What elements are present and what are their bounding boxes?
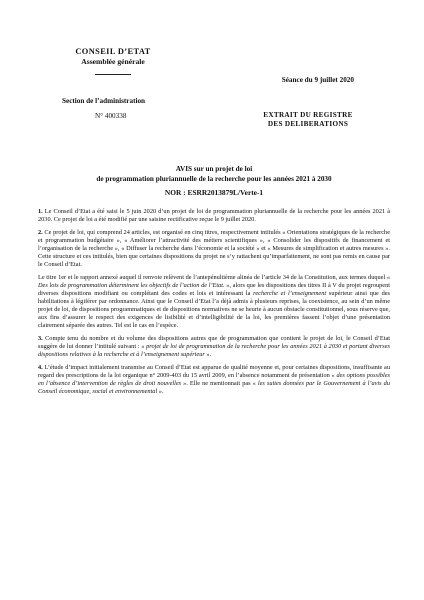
document-title <box>38 165 390 184</box>
paragraph-text: Le Conseil d’Etat a été saisi le 5 juin 2020 d’un projet de loi de programmation pluriannuelle de la recherche pour les années 2021 à 2030. Ce projet de loi a été modifié par une saisine rectificative reçue le 9 juillet 2020. <box>38 208 390 224</box>
paragraph-number: 3. <box>38 334 43 342</box>
text-segment: ». Elle ne mentionnait pas « <box>181 379 258 387</box>
extract-line-1: EXTRAIT DU REGISTRE <box>263 111 353 119</box>
paragraph-2-continued <box>38 274 390 331</box>
paragraph-number: 4. <box>38 363 43 371</box>
paragraph-1 <box>38 208 390 224</box>
italic-quote: recherche et l’enseignement <box>253 289 327 297</box>
assembly-name: Assemblée générale <box>81 57 145 66</box>
extract-heading <box>248 111 368 129</box>
italic-quote: projet de loi de programmation de la recherche pour les années 2021 à 2030 et portant diverses dispositions relatives à la recherche et à l’enseignement supérieur <box>38 342 390 358</box>
paragraph-text: Ce projet de loi, qui comprend 24 articles, est organisé en cinq titres, respectivement intitulés « Orientations stratégiques de la recherche et programmation budgétaire », « Améliorer l’attractivité des métiers scientifiques », « Consolider les dispositifs de financement et l’organisation de la recherche », « Diffuser la recherche dans l’économie et la société » et « Mesures de simplification et autres mesures ». Cette structure et ces intitulés, bien que certaines dispositions du projet ne s’y rattachent qu’imparfaitement, ne sont pas remis en cause par le Conseil d’Etat. <box>38 228 390 269</box>
text-segment: Le titre 1er et le rapport annexé auquel il renvoie relèvent de l’antepénultième alinéa de l’article 34 de la Constitution, aux termes duquel « <box>38 273 390 281</box>
title-line-1: AVIS sur un projet de loi <box>175 165 253 173</box>
text-segment: Compte tenu du nombre et du volume des dispositions autres que de programmation que contient le projet de loi, le Conseil d’Etat suggère de lui donner l’intitulé suivant : « <box>38 334 390 350</box>
nor-reference: NOR : ESRR2013879L/Verte-1 <box>164 188 264 197</box>
text-segment: L’étude d’impact initialement transmise au Conseil d’Etat est apparue de qualité moyenne et, pour certaines dispositions, insuffisante au regard des prescriptions de la loi organique n° 2009-403 du 15 avril 2009, en l’absence notamment de présentation « <box>38 363 390 379</box>
document-body <box>38 208 390 400</box>
italic-quote: Des lois de programmation déterminent les objectifs de l’action de l’Etat. <box>38 281 225 289</box>
paragraph-number: 2. <box>38 228 43 236</box>
paragraph-number: 1. <box>38 208 43 215</box>
header-divider <box>95 74 131 75</box>
section-name: Section de l’administration <box>62 97 146 105</box>
institution-name: CONSEIL D’ETAT <box>75 47 151 56</box>
text-segment: ». <box>157 387 164 395</box>
text-segment: », alors que les dispositions des titres II à V du projet regroupent diverses dispositions modifiant ou complétant des codes et lois et intéressant la <box>38 281 390 297</box>
title-line-2: de programmation pluriannuelle de la recherche pour les années 2021 à 2030 <box>96 174 332 183</box>
paragraph-4 <box>38 364 390 396</box>
paragraph-2 <box>38 229 390 269</box>
case-number: N° 400338 <box>95 112 127 120</box>
header-institution-block <box>38 47 188 75</box>
italic-quote: les suites données par le Gouvernement à l’avis du Conseil économique, social et environnemental <box>38 379 390 395</box>
paragraph-3 <box>38 335 390 359</box>
italic-quote: des options possibles en l’absence d’intervention de règles de droit nouvelles <box>38 371 390 387</box>
text-segment: ». <box>204 351 212 358</box>
session-date: Séance du 9 juillet 2020 <box>281 76 354 84</box>
extract-line-2: DES DELIBERATIONS <box>267 120 349 128</box>
text-segment: supérieur ainsi que des habilitations à légiférer par ordonnance. Ainsi que le Conseil d’Etat l’a déjà admis à plusieurs reprises, la coexistence, au sein d’un même projet de loi, de dispositions programmatiques et de dispositions normatives ne se heurte à aucun obstacle constitutionnel, sous réserve que, aux fins d’assurer le respect des exigences de lisibilité et d’intelligibilité de la loi, les premières fassent l’objet d’une présentation clairement séparée des autres. Tel est le cas en l’espèce. <box>38 289 390 330</box>
